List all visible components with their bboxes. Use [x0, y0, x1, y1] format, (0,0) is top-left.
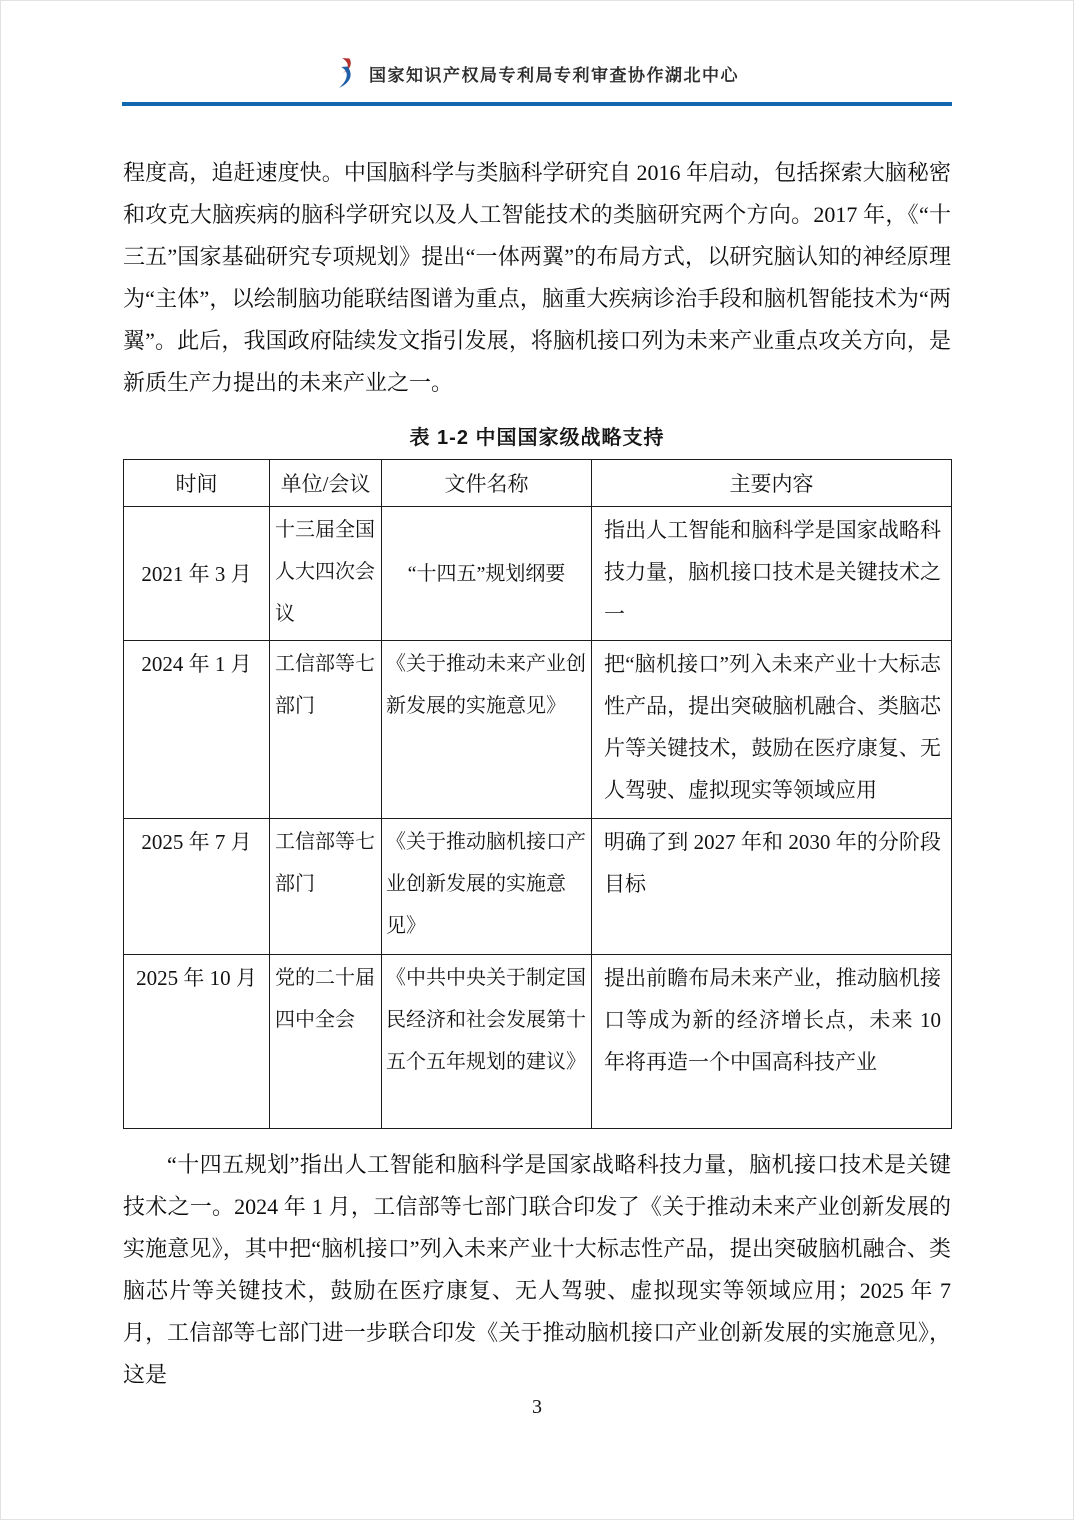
- cell-time: 2021 年 3 月: [124, 507, 270, 641]
- cell-org: 十三届全国人大四次会议: [270, 507, 382, 641]
- column-header-doc: 文件名称: [382, 460, 592, 507]
- cell-time: 2025 年 7 月: [124, 819, 270, 955]
- table-row: [124, 955, 952, 1129]
- table-row: [124, 819, 952, 955]
- table-row: [124, 641, 952, 819]
- cell-content: 明确了到 2027 年和 2030 年的分阶段目标: [592, 819, 952, 955]
- page-number: 3: [532, 1396, 542, 1418]
- cell-org: 党的二十届四中全会: [270, 955, 382, 1129]
- column-header-time: 时间: [124, 460, 270, 507]
- column-header-content: 主要内容: [592, 460, 952, 507]
- paragraph-1: 程度高，追赶速度快。中国脑科学与类脑科学研究自 2016 年启动，包括探索大脑秘密和攻克大脑疾病的脑科学研究以及人工智能技术的类脑研究两个方向。2017 年，《“十三五”国家基础研究专项规划》提出“一体两翼”的布局方式，以研究脑认知的神经原理为“主体”，以绘制脑功能联结图谱为重点，脑重大疾病诊治手段和脑机智能技术为“两翼”。此后，我国政府陆续发文指引发展，将脑机接口列为未来产业重点攻关方向，是新质生产力提出的未来产业之一。: [123, 160, 951, 395]
- strategy-support-table: [123, 459, 952, 1129]
- cell-content: 把“脑机接口”列入未来产业十大标志性产品，提出突破脑机融合、类脑芯片等关键技术，鼓励在医疗康复、无人驾驶、虚拟现实等领域应用: [592, 641, 952, 819]
- paragraph-2: “十四五规划”指出人工智能和脑科学是国家战略科技力量，脑机接口技术是关键技术之一。2024 年 1 月，工信部等七部门联合印发了《关于推动未来产业创新发展的实施意见》，其中把“脑机接口”列入未来产业十大标志性产品，提出突破脑机融合、类脑芯片等关键技术，鼓励在医疗康复、无人驾驶、虚拟现实等领域应用；2025 年 7 月，工信部等七部门进一步联合印发《关于推动脑机接口产业创新发展的实施意见》，这是: [123, 1152, 951, 1387]
- cell-content: 提出前瞻布局未来产业，推动脑机接口等成为新的经济增长点，未来 10 年将再造一个中国高科技产业: [592, 955, 952, 1129]
- cell-time: 2025 年 10 月: [124, 955, 270, 1129]
- org-logo-icon: [335, 57, 355, 89]
- cell-org: 工信部等七部门: [270, 641, 382, 819]
- header-divider: [122, 102, 952, 106]
- cell-content: 指出人工智能和脑科学是国家战略科技力量，脑机接口技术是关键技术之一: [592, 507, 952, 641]
- document-body: [123, 152, 951, 1396]
- header-title-group: [1, 57, 1073, 89]
- cell-time: 2024 年 1 月: [124, 641, 270, 819]
- cell-org: 工信部等七部门: [270, 819, 382, 955]
- column-header-org: 单位/会议: [270, 460, 382, 507]
- cell-doc: 《中共中央关于制定国民经济和社会发展第十五个五年规划的建议》: [382, 955, 592, 1129]
- page-header: [1, 1, 1073, 106]
- table-caption: 表 1-2 中国国家级战略支持: [409, 427, 665, 449]
- table-row: [124, 507, 952, 641]
- org-name: 国家知识产权局专利局专利审查协作湖北中心: [369, 65, 739, 85]
- table-header-row: [124, 460, 952, 507]
- cell-doc: 《关于推动脑机接口产业创新发展的实施意见》: [382, 819, 592, 955]
- cell-doc: 《关于推动未来产业创新发展的实施意见》: [382, 641, 592, 819]
- cell-doc: “十四五”规划纲要: [382, 507, 592, 641]
